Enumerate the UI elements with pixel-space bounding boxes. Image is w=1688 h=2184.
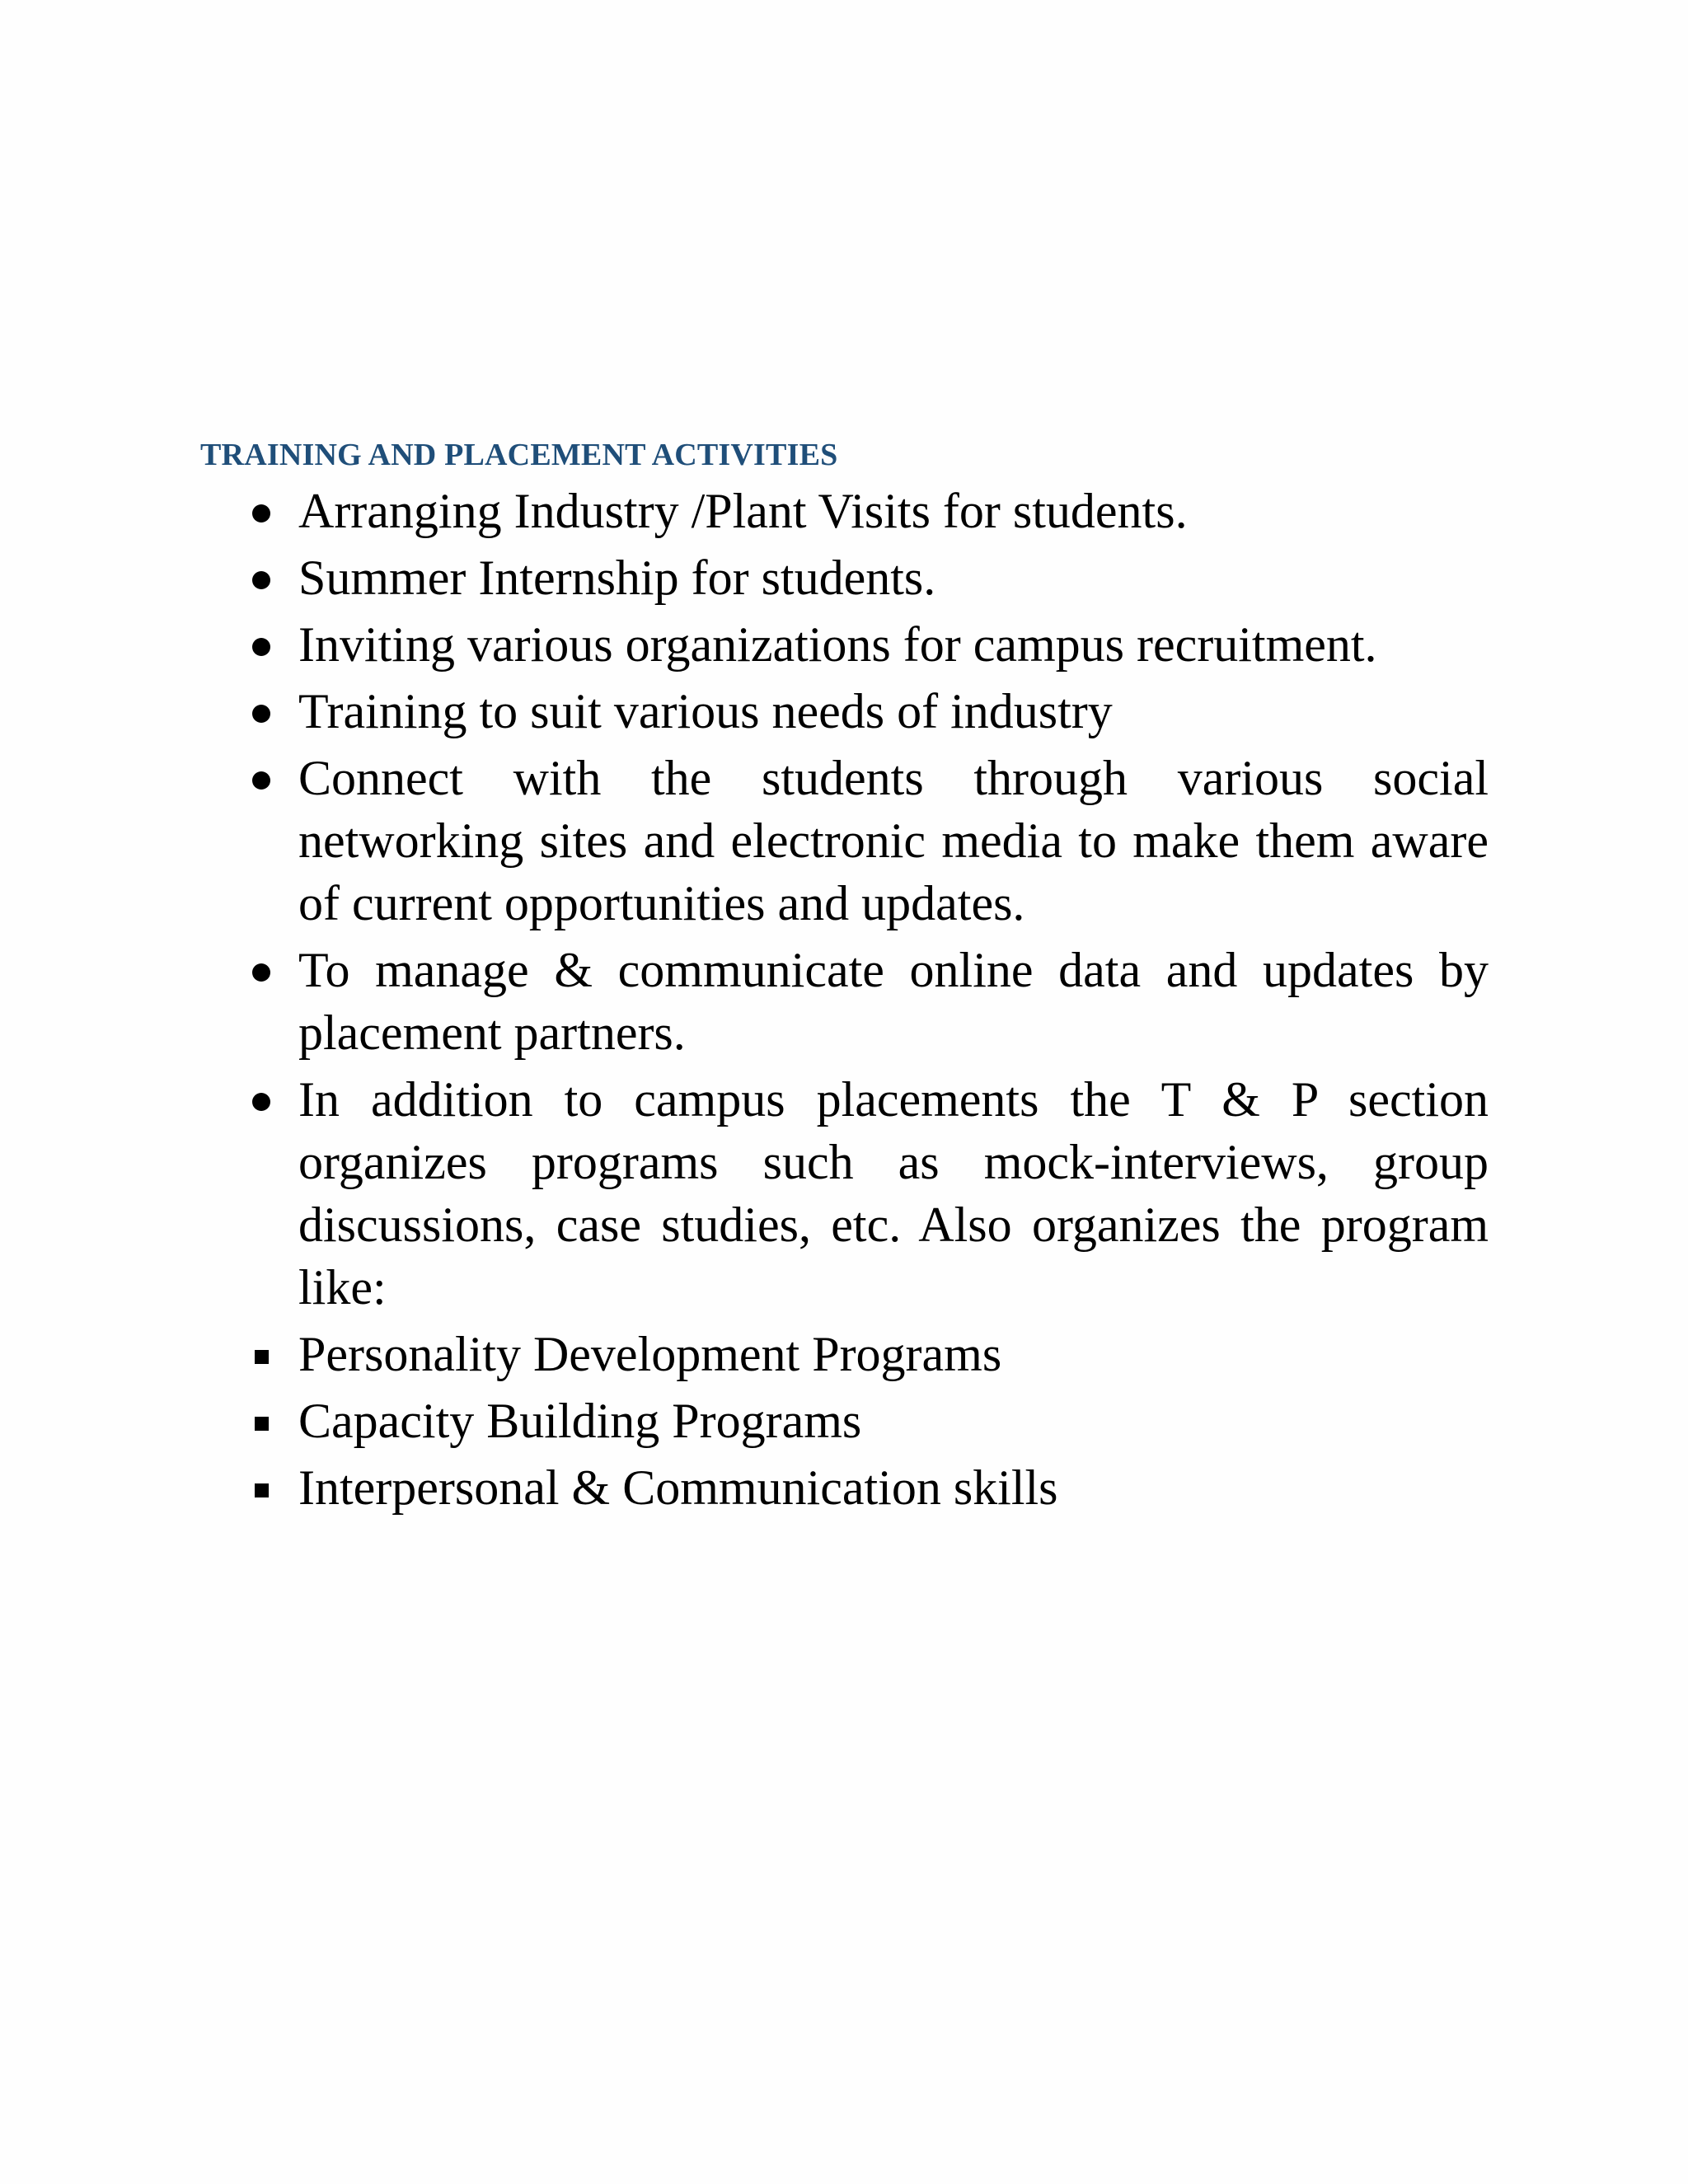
bullet-dot-icon (252, 571, 270, 589)
sub-list-item-text: Capacity Building Programs (298, 1394, 862, 1448)
list-item-text: To manage & communicate online data and updates by placement partners. (298, 943, 1489, 1060)
bullet-square-icon (255, 1417, 269, 1431)
list-item (0, 546, 1688, 609)
sub-list-item (0, 1323, 1688, 1385)
list-item-text: Training to suit various needs of industry (298, 684, 1113, 738)
list-item-text: In addition to campus placements the T & P section organizes programs such as mock-interviews, group discussions, case studies, etc. Also organizes the program like: (298, 1072, 1489, 1315)
bullet-dot-icon (252, 771, 270, 790)
sub-list-item-text: Personality Development Programs (298, 1327, 1002, 1381)
list-item (0, 1068, 1688, 1319)
bullet-dot-icon (252, 504, 270, 523)
list-item (0, 939, 1688, 1064)
sub-list-item (0, 1456, 1688, 1519)
sub-list-item-text: Interpersonal & Communication skills (298, 1460, 1058, 1515)
list-item (0, 680, 1688, 743)
bullet-dot-icon (252, 705, 270, 723)
bullet-dot-icon (252, 1093, 270, 1111)
bullet-square-icon (255, 1483, 269, 1497)
list-item-text: Arranging Industry /Plant Visits for students. (298, 484, 1188, 538)
list-item-text: Inviting various organizations for campus recruitment. (298, 617, 1377, 672)
bullet-dot-icon (252, 638, 270, 656)
section-heading: TRAINING AND PLACEMENT ACTIVITIES (200, 438, 838, 472)
sub-list-item (0, 1390, 1688, 1452)
activities-list (0, 480, 1688, 1523)
list-item (0, 613, 1688, 676)
list-item-text: Summer Internship for students. (298, 551, 936, 605)
list-item (0, 480, 1688, 542)
bullet-square-icon (255, 1350, 269, 1364)
list-item (0, 747, 1688, 935)
bullet-dot-icon (252, 963, 270, 982)
list-item-text: Connect with the students through various social networking sites and electronic media to make them aware of current opportunities and updates. (298, 751, 1489, 930)
